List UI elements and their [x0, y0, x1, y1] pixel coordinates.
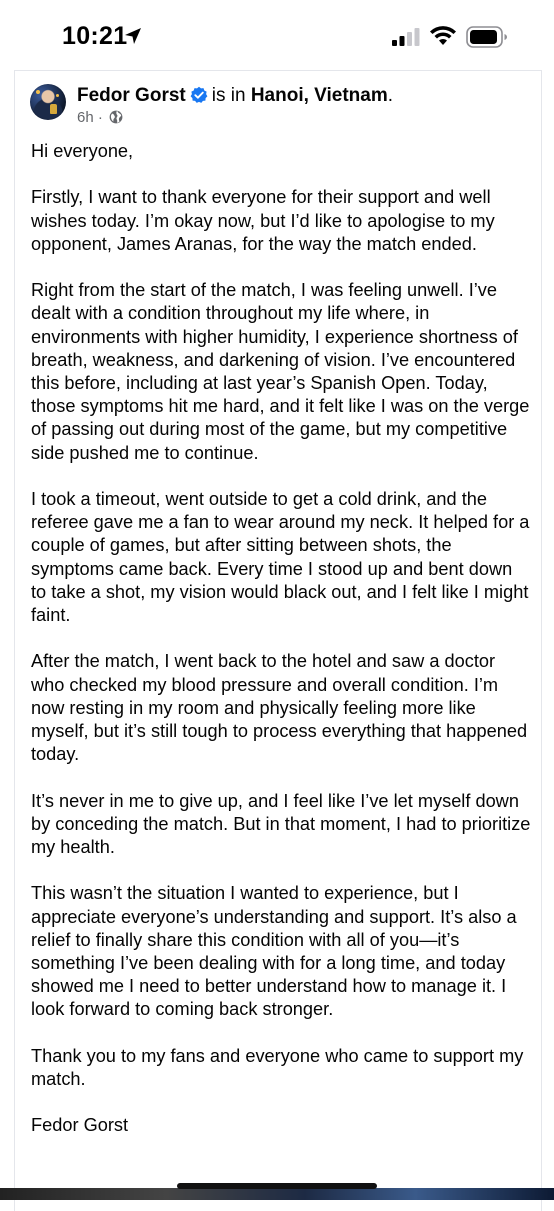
post-header — [77, 85, 393, 107]
post-timestamp[interactable]: 6h — [77, 109, 94, 126]
post-paragraph: I took a timeout, went outside to get a cold drink, and the referee gave me a fan to wear around my neck. It helped for a couple of games, but after sitting between shots, the symptoms came back. Every time I stood up and bent down to take a shot, my vision would black out, and I felt like I might faint. — [31, 489, 530, 626]
post-paragraph: After the match, I went back to the hotel and saw a doctor who checked my blood pressure and overall condition. I’m now resting in my room and physically feeling more like myself, but it’s still tough to process everything that happened today. — [31, 651, 528, 765]
location-suffix: . — [387, 85, 393, 106]
verified-badge-icon — [190, 86, 208, 104]
author-name[interactable]: Fedor Gorst — [77, 85, 186, 106]
wifi-icon — [429, 25, 457, 47]
is-in-text: is in — [211, 85, 246, 106]
post-meta — [77, 109, 123, 126]
status-bar — [0, 0, 554, 72]
post-paragraph: It’s never in me to give up, and I feel like I’ve let myself down by conceding the match. But in that moment, I had to prioritize my health. — [31, 790, 531, 858]
post-paragraph: Hi everyone, — [31, 141, 134, 161]
bottom-background-strip — [0, 1188, 554, 1200]
post-body — [31, 140, 531, 1161]
post-paragraph: This wasn’t the situation I wanted to experience, but I appreciate everyone’s understanding and support. It’s also a relief to finally share this condition with all of you—it’s something I’ve been dealing with for a long time, and today showed me I need to better understand how to manage it. I look forward to coming back stronger. — [31, 883, 517, 1020]
home-indicator[interactable] — [177, 1183, 377, 1189]
globe-icon — [109, 110, 123, 124]
post-paragraph: Right from the start of the match, I was feeling unwell. I’ve dealt with a condition throughout my life where, in environments with higher humidity, I experience shortness of breath, weakness, and darkening of vision. I’ve encountered this before, including at last year’s Spanish Open. Today, those symptoms hit me hard, and it felt like I was on the verge of passing out during most of the game, but my competitive side pushed me to continue. — [31, 280, 530, 463]
post-paragraph: Firstly, I want to thank everyone for their support and well wishes today. I’m okay now, but I’d like to apologise to my opponent, James Aranas, for the way the match ended. — [31, 187, 495, 254]
location-link[interactable]: Hanoi, Vietnam — [250, 85, 388, 106]
author-avatar[interactable] — [30, 84, 66, 120]
cellular-signal-icon — [392, 28, 420, 46]
post-paragraph: Thank you to my fans and everyone who came to support my match. — [31, 1045, 524, 1090]
meta-separator: · — [97, 109, 103, 126]
location-arrow-icon — [123, 26, 143, 46]
post-signature: Fedor Gorst — [31, 1115, 129, 1136]
status-time: 10:21 — [62, 22, 128, 50]
battery-icon — [466, 26, 508, 48]
